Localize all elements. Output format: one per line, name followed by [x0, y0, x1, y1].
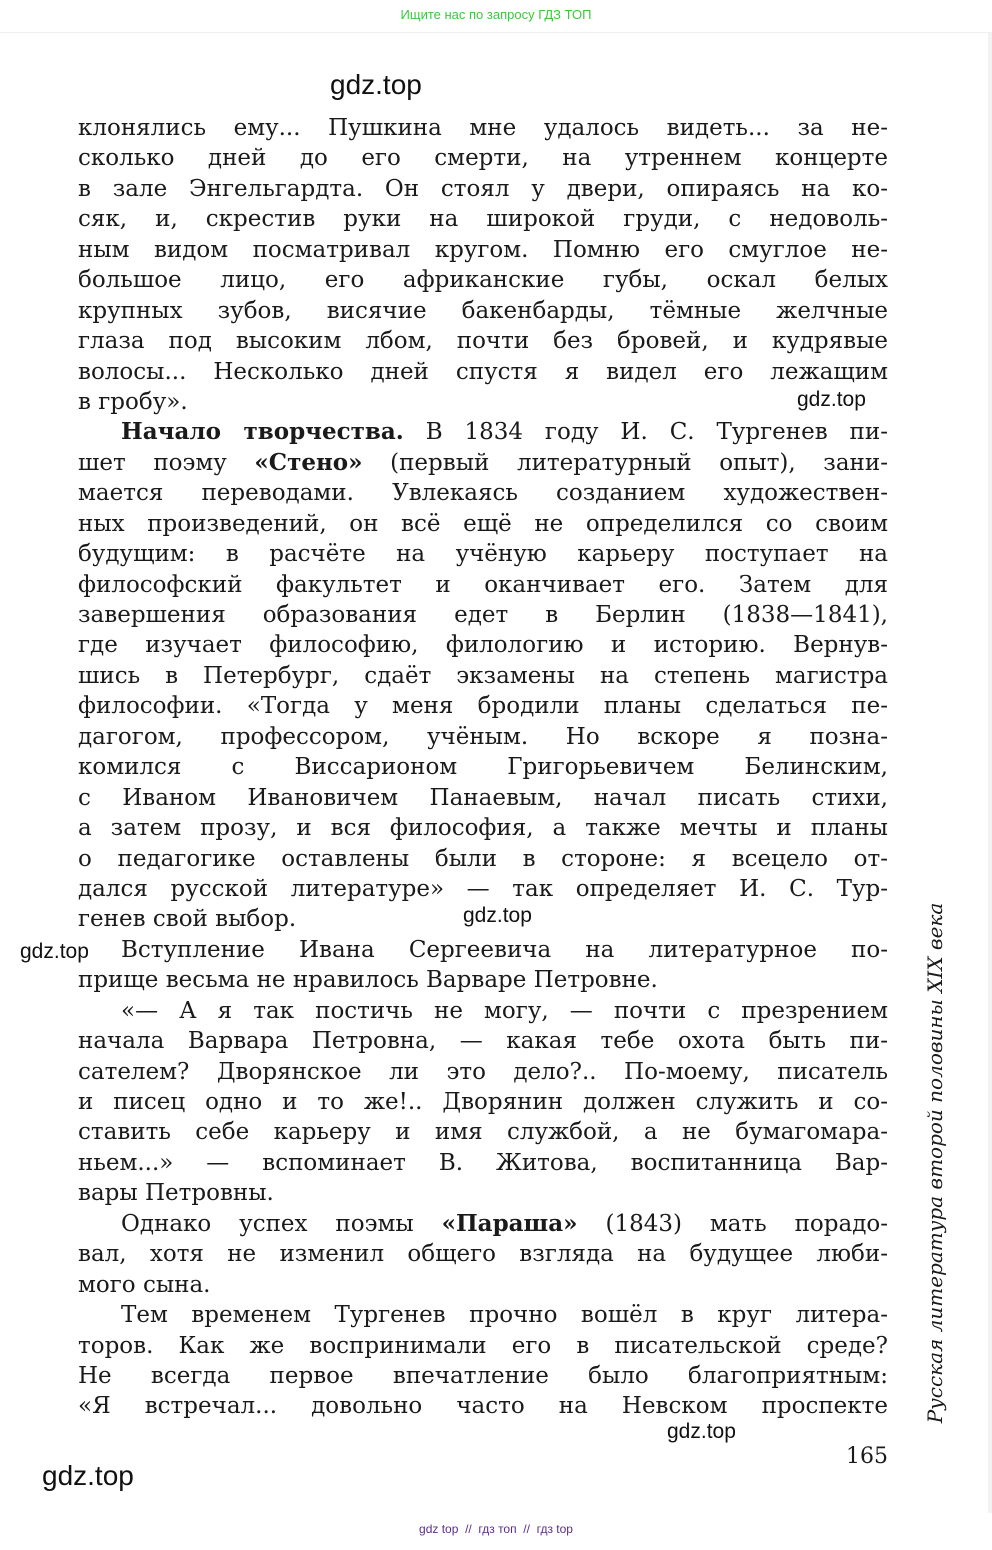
text-segment: комился с Виссарионом Григорьевичем Белинским,	[78, 754, 888, 781]
text-segment: мого сына.	[78, 1271, 211, 1298]
text-line	[78, 1026, 888, 1056]
text-segment: Вступление Ивана Сергеевича на литературное по-	[121, 936, 888, 963]
text-segment: завершения образования едет в Берлин (1838—1841),	[78, 602, 888, 628]
text-segment: ньем...» — вспоминает В. Житова, воспитанница Вар-	[78, 1149, 888, 1176]
text-line	[78, 235, 888, 265]
text-segment: ставить себе карьеру и имя службой, а не бумагомара-	[78, 1119, 888, 1146]
text-line	[78, 874, 888, 904]
text-segment: начала Варвара Петровна, — какая тебе охота быть пи-	[78, 1028, 888, 1055]
text-line	[78, 661, 888, 691]
text-line	[78, 630, 888, 660]
text-line	[78, 1239, 888, 1269]
watermark: gdz.top	[797, 388, 866, 411]
text-segment: с Иваном Ивановичем Панаевым, начал писать стихи,	[78, 784, 888, 811]
text-segment: глаза под высоким лбом, почти без бровей, и кудрявые	[78, 328, 888, 355]
text-line	[78, 296, 888, 326]
text-line	[78, 570, 888, 600]
text-line	[78, 204, 888, 234]
text-line	[78, 1270, 888, 1300]
text-segment: дагогом, профессором, учёным. Но вскоре я позна-	[78, 723, 888, 750]
text-line	[78, 113, 888, 143]
text-segment: дался русской литературе» — так определяет И. С. Тур-	[78, 875, 888, 902]
text-line	[78, 935, 888, 965]
text-segment: Не всегда первое впечатление было благоприятным:	[78, 1362, 888, 1389]
text-segment: Тем временем Тургенев прочно вошёл в круг литера-	[121, 1302, 888, 1329]
bold-text: «Параша»	[441, 1209, 578, 1237]
watermark: gdz.top	[667, 1420, 736, 1443]
text-line	[78, 509, 888, 539]
text-segment: Однако успех поэмы	[121, 1210, 442, 1237]
text-line	[78, 965, 888, 995]
text-line	[78, 722, 888, 752]
text-line	[78, 1148, 888, 1178]
bold-text: «Стено»	[254, 448, 363, 476]
text-segment: волосы... Несколько дней спустя я видел его лежащим	[78, 358, 888, 385]
text-line	[78, 752, 888, 782]
text-segment: о педагогике оставлены были в стороне: я всецело от-	[78, 845, 888, 872]
footer-links[interactable]	[0, 1522, 992, 1536]
watermark: gdz.top	[463, 904, 532, 927]
text-segment: «— А я так постичь не могу, — почти с презрением	[121, 997, 888, 1024]
page-number: 165	[846, 1444, 888, 1469]
text-line	[78, 326, 888, 356]
text-line	[78, 1087, 888, 1117]
text-line	[78, 357, 888, 387]
text-segment: ным видом посматривал кругом. Помню его смуглое не-	[78, 236, 888, 263]
text-line	[78, 996, 888, 1026]
footer-text: gdz top // гдз топ // гдз top	[419, 1522, 573, 1536]
text-segment: вары Петровны.	[78, 1180, 274, 1207]
body-text	[78, 113, 888, 1422]
text-line	[78, 1300, 888, 1330]
textbook-page	[0, 33, 992, 1513]
text-segment: генев свой выбор.	[78, 906, 297, 933]
text-segment: и писец одно и то же!.. Дворянин должен служить и со-	[78, 1089, 888, 1115]
search-banner[interactable]	[0, 0, 992, 33]
text-line	[78, 1361, 888, 1391]
text-line	[78, 691, 888, 721]
text-segment: шись в Петербург, сдаёт экзамены на степень магистра	[78, 662, 888, 689]
text-segment: большое лицо, его африканские губы, оскал белых	[78, 267, 888, 294]
text-segment: вал, хотя не изменил общего взгляда на будущее люби-	[78, 1241, 888, 1268]
text-segment: философский факультет и оканчивает его. Затем для	[78, 571, 888, 598]
text-line	[78, 265, 888, 295]
bold-text: Начало творчества.	[121, 418, 404, 446]
text-line	[78, 600, 888, 630]
text-line	[78, 1331, 888, 1361]
text-segment: в зале Энгельгардта. Он стоял у двери, опираясь на ко-	[78, 175, 888, 202]
text-segment: прище весьма не нравилось Варваре Петровне.	[78, 967, 658, 994]
text-line	[78, 1178, 888, 1208]
text-segment: сяк, и, скрестив руки на широкой груди, с недоволь-	[78, 206, 888, 233]
text-line	[78, 417, 888, 447]
text-segment: сколько дней до его смерти, на утреннем концерте	[78, 145, 888, 172]
text-segment: сателем? Дворянское ли это дело?.. По-моему, писатель	[78, 1058, 888, 1085]
text-line	[78, 448, 888, 478]
text-segment: философии. «Тогда у меня бродили планы сделаться пе-	[78, 693, 888, 720]
text-segment: ных произведений, он всё ещё не определился со своим	[78, 510, 888, 537]
text-segment: в гробу».	[78, 388, 188, 415]
text-segment: крупных зубов, висячие бакенбарды, тёмные желчные	[78, 297, 888, 324]
text-line	[78, 1117, 888, 1147]
text-line	[78, 387, 888, 417]
watermark: gdz.top	[42, 1460, 134, 1491]
running-title: Русская литература второй половины XIX века	[923, 902, 947, 1424]
text-segment: мается переводами. Увлекаясь созданием художествен-	[78, 480, 888, 507]
text-line	[78, 813, 888, 843]
text-line	[78, 1391, 888, 1421]
text-segment: будущим: в расчёте на учёную карьеру поступает на	[78, 541, 888, 568]
text-line	[78, 174, 888, 204]
text-segment: а затем прозу, и вся философия, а также мечты и планы	[78, 815, 888, 842]
text-line	[78, 1209, 888, 1239]
text-segment: клонялись ему... Пушкина мне удалось видеть... за не-	[78, 115, 888, 141]
text-line	[78, 783, 888, 813]
banner-text: Ищите нас по запросу ГДЗ ТОП	[400, 7, 592, 22]
text-line	[78, 478, 888, 508]
text-line	[78, 143, 888, 173]
text-segment: где изучает философию, филологию и историю. Вернув-	[78, 632, 888, 659]
text-line	[78, 539, 888, 569]
text-line	[78, 1057, 888, 1087]
text-segment: (первый литературный опыт), зани-	[362, 449, 888, 476]
text-segment: шет поэму	[78, 449, 255, 476]
text-segment: «Я встречал... довольно часто на Невском проспекте	[78, 1393, 888, 1420]
text-segment: В 1834 году И. С. Тургенев пи-	[403, 419, 888, 446]
text-line	[78, 844, 888, 874]
watermark: gdz.top	[20, 940, 89, 963]
text-segment: (1843) мать порадо-	[577, 1210, 888, 1237]
text-segment: торов. Как же воспринимали его в писательской среде?	[78, 1332, 888, 1359]
watermark: gdz.top	[330, 69, 422, 100]
